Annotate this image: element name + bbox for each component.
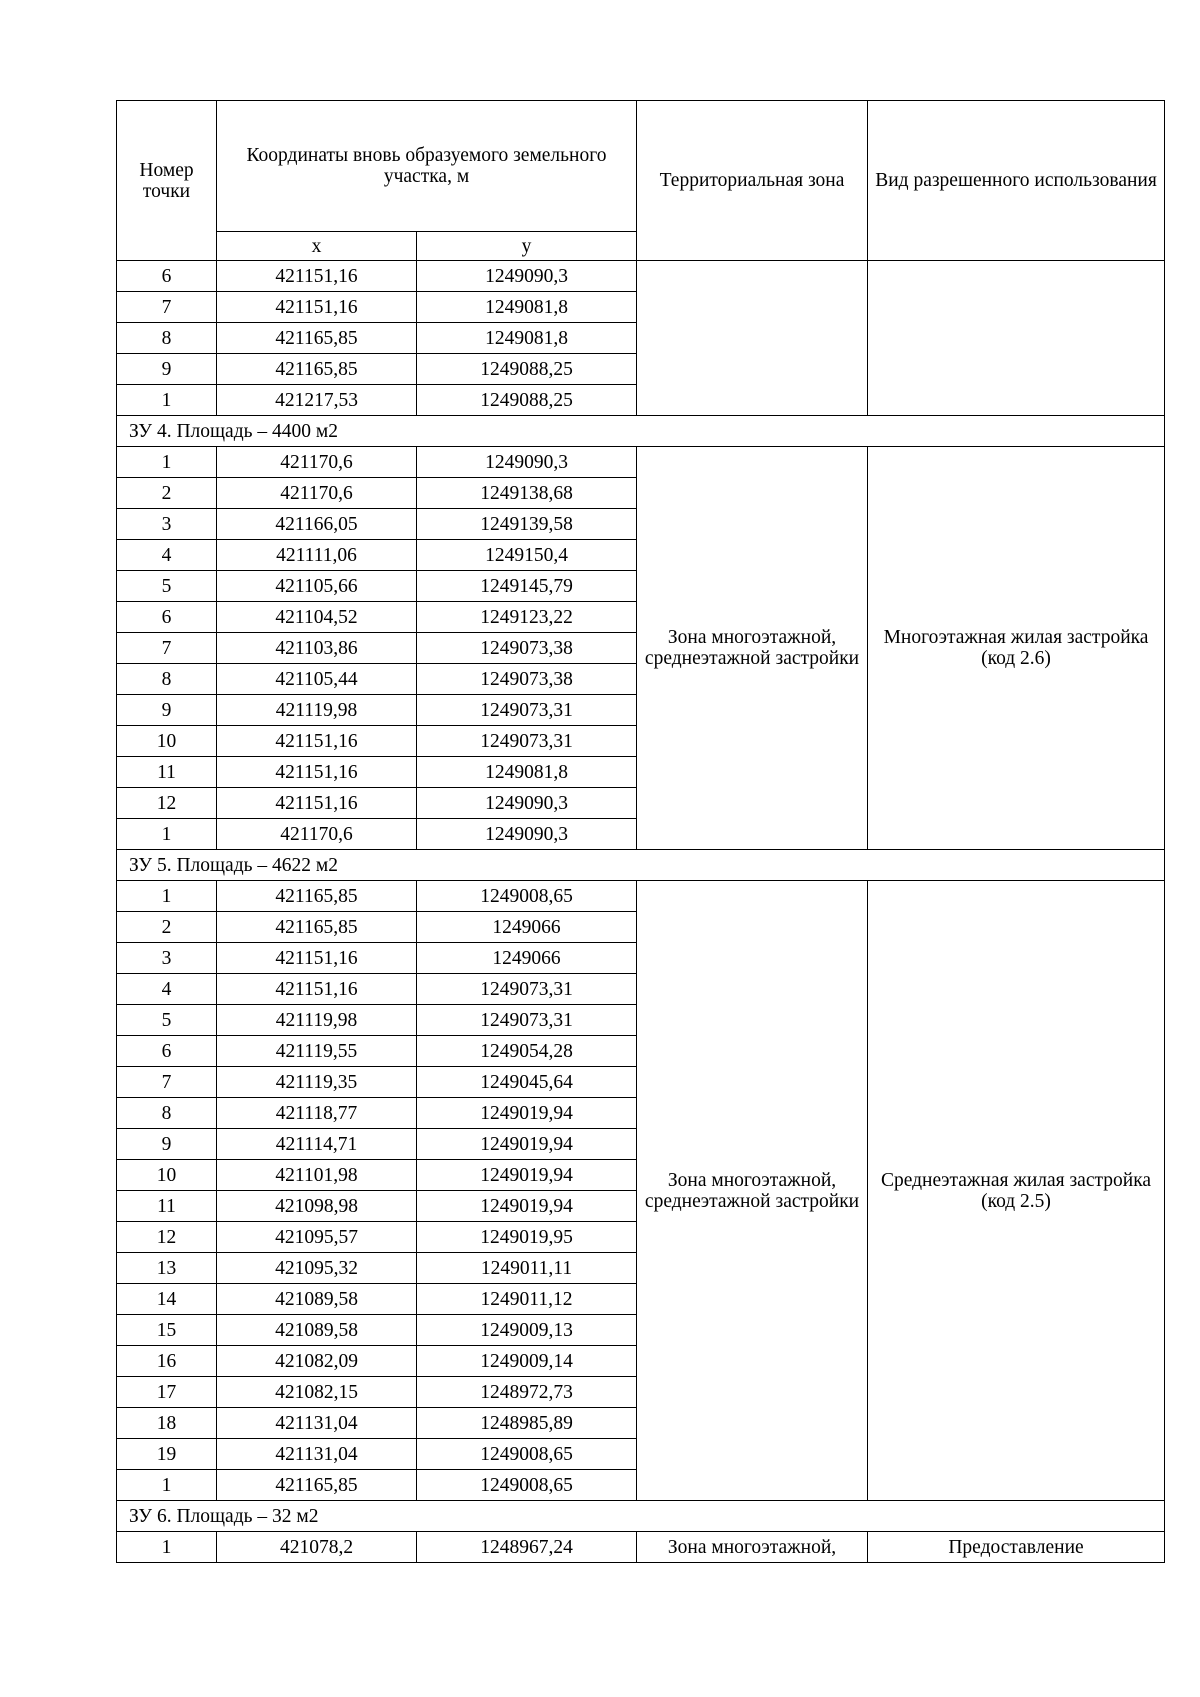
coord-x: 421105,44 [217, 664, 417, 695]
section-title: ЗУ 4. Площадь – 4400 м2 [117, 416, 1165, 447]
coord-y: 1249054,28 [417, 1036, 637, 1067]
point-number: 8 [117, 1098, 217, 1129]
table-row [117, 447, 1165, 478]
coord-y: 1249073,31 [417, 1005, 637, 1036]
point-number: 11 [117, 757, 217, 788]
coord-y: 1249011,12 [417, 1284, 637, 1315]
coord-x: 421151,16 [217, 757, 417, 788]
coord-y: 1249011,11 [417, 1253, 637, 1284]
coord-y: 1249145,79 [417, 571, 637, 602]
coord-y: 1249009,13 [417, 1315, 637, 1346]
coord-x: 421165,85 [217, 354, 417, 385]
coord-y: 1249009,14 [417, 1346, 637, 1377]
point-number: 12 [117, 1222, 217, 1253]
coord-x: 421166,05 [217, 509, 417, 540]
use-cell: Предоставление [868, 1532, 1165, 1563]
coord-y: 1249090,3 [417, 447, 637, 478]
point-number: 4 [117, 540, 217, 571]
point-number: 1 [117, 1532, 217, 1563]
coord-y: 1249019,94 [417, 1191, 637, 1222]
point-number: 1 [117, 385, 217, 416]
coord-y: 1249088,25 [417, 385, 637, 416]
coord-y: 1249150,4 [417, 540, 637, 571]
point-number: 6 [117, 1036, 217, 1067]
coord-y: 1249019,94 [417, 1098, 637, 1129]
zone-cell: Зона многоэтажной, [637, 1532, 868, 1563]
point-number: 15 [117, 1315, 217, 1346]
coord-y: 1249019,95 [417, 1222, 637, 1253]
coord-y: 1249090,3 [417, 788, 637, 819]
coord-x: 421151,16 [217, 788, 417, 819]
coord-x: 421165,85 [217, 323, 417, 354]
coord-y: 1249090,3 [417, 261, 637, 292]
point-number: 1 [117, 881, 217, 912]
coord-x: 421078,2 [217, 1532, 417, 1563]
header-permitted-use: Вид разрешенного использования [868, 101, 1165, 261]
coord-x: 421095,32 [217, 1253, 417, 1284]
point-number: 4 [117, 974, 217, 1005]
point-number: 12 [117, 788, 217, 819]
point-number: 10 [117, 1160, 217, 1191]
point-number: 1 [117, 447, 217, 478]
coord-y: 1248972,73 [417, 1377, 637, 1408]
coord-y: 1249008,65 [417, 1439, 637, 1470]
point-number: 14 [117, 1284, 217, 1315]
point-number: 9 [117, 1129, 217, 1160]
coord-x: 421098,98 [217, 1191, 417, 1222]
section-title: ЗУ 6. Площадь – 32 м2 [117, 1501, 1165, 1532]
coord-x: 421089,58 [217, 1315, 417, 1346]
coord-y: 1249073,31 [417, 726, 637, 757]
header-point-number: Номер точки [117, 101, 217, 261]
coord-x: 421151,16 [217, 943, 417, 974]
point-number: 2 [117, 478, 217, 509]
point-number: 9 [117, 695, 217, 726]
coord-y: 1249019,94 [417, 1160, 637, 1191]
header-territorial-zone: Территориальная зона [637, 101, 868, 261]
coord-y: 1249066 [417, 943, 637, 974]
point-number: 19 [117, 1439, 217, 1470]
table-row [117, 261, 1165, 292]
point-number: 6 [117, 261, 217, 292]
coord-y: 1249138,68 [417, 478, 637, 509]
coord-x: 421119,98 [217, 695, 417, 726]
header-y: y [417, 232, 637, 261]
zone-cell: Зона многоэтажной, среднеэтажной застройки [637, 447, 868, 850]
point-number: 7 [117, 1067, 217, 1098]
coord-x: 421095,57 [217, 1222, 417, 1253]
coord-y: 1249073,31 [417, 974, 637, 1005]
point-number: 13 [117, 1253, 217, 1284]
coord-y: 1249088,25 [417, 354, 637, 385]
point-number: 7 [117, 292, 217, 323]
point-number: 7 [117, 633, 217, 664]
table-row [117, 881, 1165, 912]
coord-x: 421170,6 [217, 478, 417, 509]
point-number: 3 [117, 943, 217, 974]
coord-x: 421111,06 [217, 540, 417, 571]
coord-y: 1249081,8 [417, 323, 637, 354]
coord-x: 421114,71 [217, 1129, 417, 1160]
coord-x: 421131,04 [217, 1439, 417, 1470]
point-number: 3 [117, 509, 217, 540]
coord-y: 1249081,8 [417, 757, 637, 788]
point-number: 1 [117, 1470, 217, 1501]
section-title: ЗУ 5. Площадь – 4622 м2 [117, 850, 1165, 881]
coord-x: 421105,66 [217, 571, 417, 602]
coord-y: 1249073,38 [417, 633, 637, 664]
coord-y: 1249123,22 [417, 602, 637, 633]
coord-x: 421131,04 [217, 1408, 417, 1439]
coordinates-table [116, 100, 1165, 1563]
coord-y: 1249066 [417, 912, 637, 943]
coord-y: 1249008,65 [417, 1470, 637, 1501]
point-number: 10 [117, 726, 217, 757]
point-number: 11 [117, 1191, 217, 1222]
header-x: x [217, 232, 417, 261]
coord-x: 421103,86 [217, 633, 417, 664]
coord-y: 1249073,31 [417, 695, 637, 726]
coord-y: 1248967,24 [417, 1532, 637, 1563]
point-number: 6 [117, 602, 217, 633]
coord-x: 421082,09 [217, 1346, 417, 1377]
coord-x: 421119,98 [217, 1005, 417, 1036]
coord-x: 421165,85 [217, 881, 417, 912]
coord-y: 1249045,64 [417, 1067, 637, 1098]
use-cell [868, 261, 1165, 416]
point-number: 9 [117, 354, 217, 385]
coord-x: 421165,85 [217, 1470, 417, 1501]
coord-x: 421119,55 [217, 1036, 417, 1067]
coord-x: 421101,98 [217, 1160, 417, 1191]
coord-y: 1249019,94 [417, 1129, 637, 1160]
zone-cell: Зона многоэтажной, среднеэтажной застройки [637, 881, 868, 1501]
coord-x: 421118,77 [217, 1098, 417, 1129]
coord-y: 1249090,3 [417, 819, 637, 850]
coord-x: 421104,52 [217, 602, 417, 633]
point-number: 8 [117, 664, 217, 695]
coord-y: 1248985,89 [417, 1408, 637, 1439]
coord-y: 1249139,58 [417, 509, 637, 540]
use-cell: Многоэтажная жилая застройка (код 2.6) [868, 447, 1165, 850]
point-number: 2 [117, 912, 217, 943]
use-cell: Среднеэтажная жилая застройка (код 2.5) [868, 881, 1165, 1501]
table-body [117, 101, 1165, 1563]
point-number: 1 [117, 819, 217, 850]
zone-cell [637, 261, 868, 416]
table-row [117, 1532, 1165, 1563]
coord-x: 421089,58 [217, 1284, 417, 1315]
coord-x: 421217,53 [217, 385, 417, 416]
point-number: 16 [117, 1346, 217, 1377]
section-row [117, 416, 1165, 447]
coord-x: 421170,6 [217, 819, 417, 850]
coord-x: 421165,85 [217, 912, 417, 943]
point-number: 5 [117, 1005, 217, 1036]
coord-x: 421082,15 [217, 1377, 417, 1408]
point-number: 8 [117, 323, 217, 354]
section-row [117, 1501, 1165, 1532]
coord-x: 421151,16 [217, 974, 417, 1005]
coord-y: 1249008,65 [417, 881, 637, 912]
coord-y: 1249073,38 [417, 664, 637, 695]
coord-x: 421151,16 [217, 261, 417, 292]
point-number: 18 [117, 1408, 217, 1439]
header-coordinates: Координаты вновь образуемого земельного участка, м [217, 101, 637, 232]
point-number: 5 [117, 571, 217, 602]
coord-x: 421119,35 [217, 1067, 417, 1098]
coord-x: 421170,6 [217, 447, 417, 478]
section-row [117, 850, 1165, 881]
point-number: 17 [117, 1377, 217, 1408]
coord-x: 421151,16 [217, 726, 417, 757]
coord-y: 1249081,8 [417, 292, 637, 323]
coord-x: 421151,16 [217, 292, 417, 323]
